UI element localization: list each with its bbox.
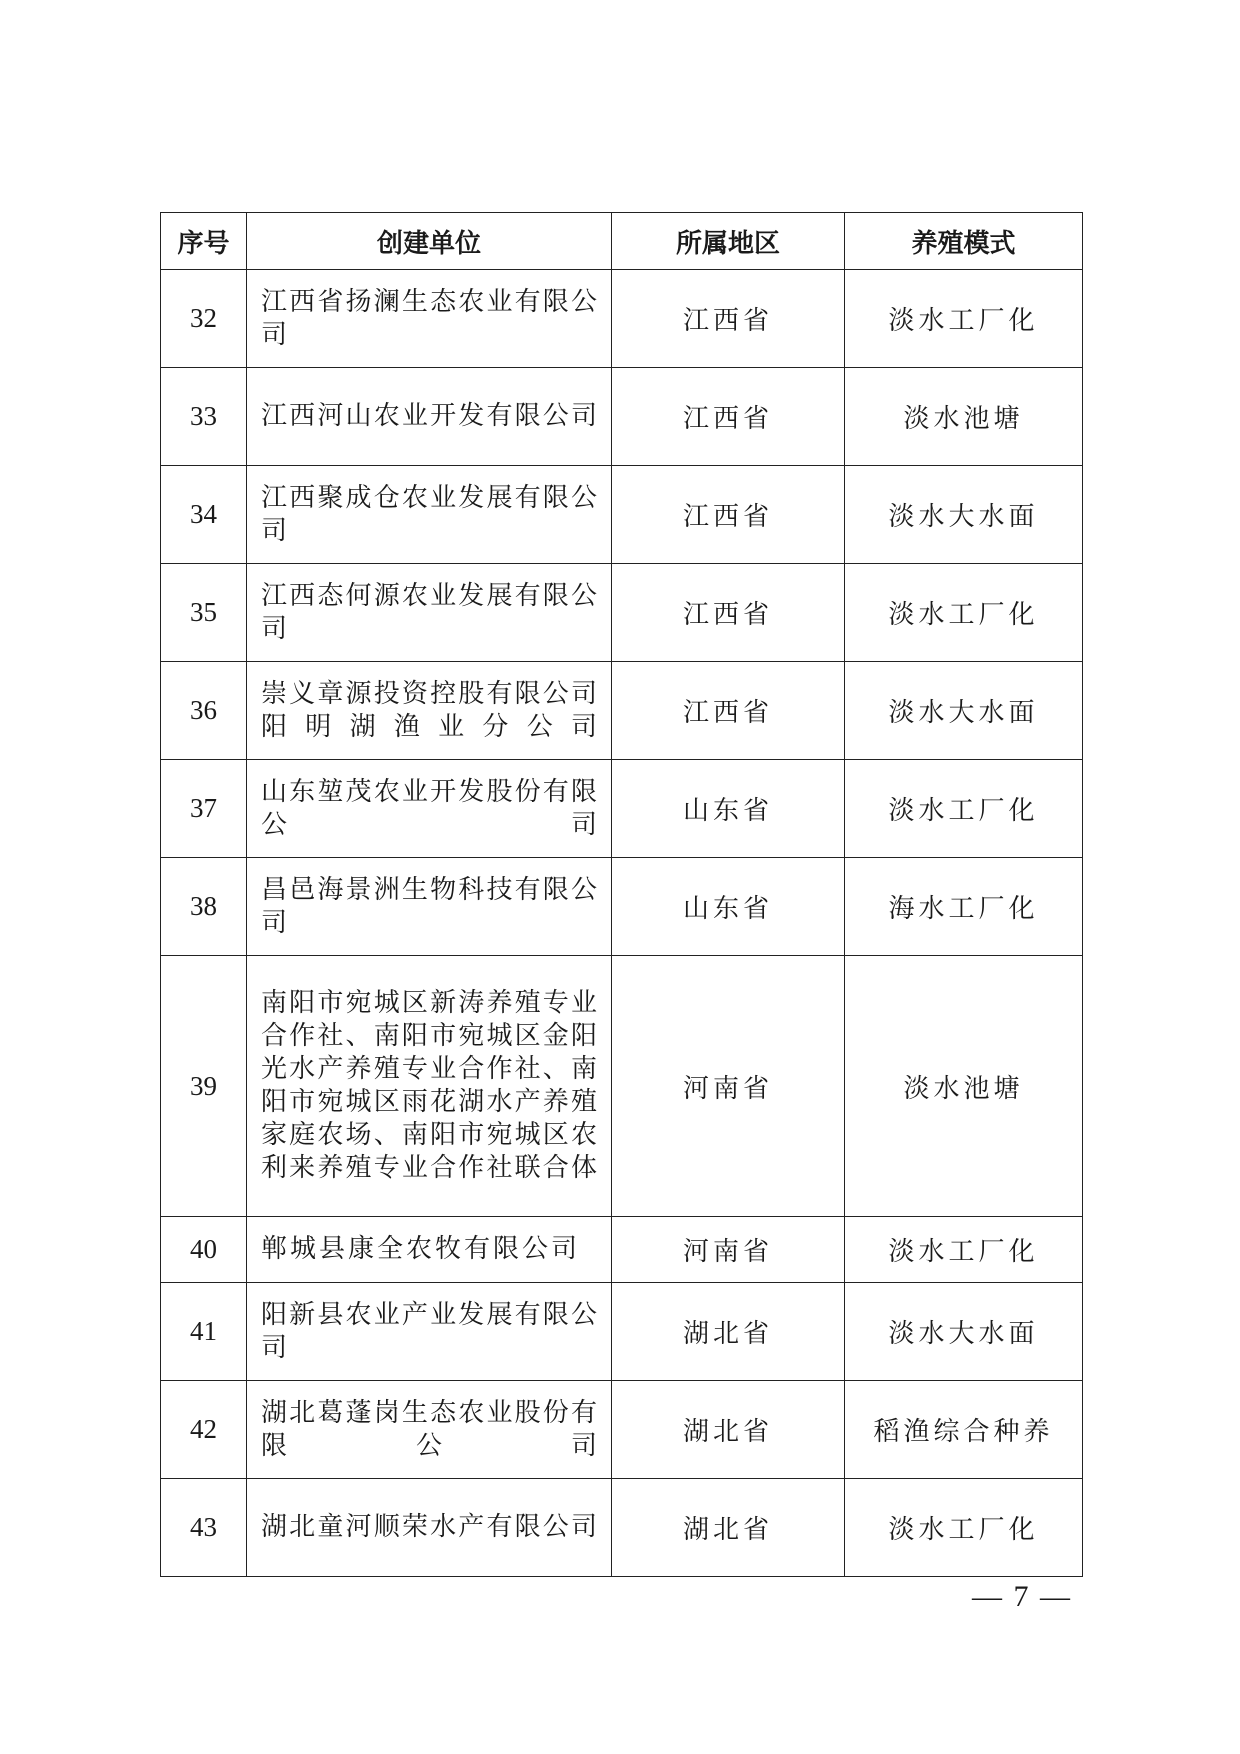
table-row <box>161 1283 1083 1381</box>
row-region: 江西省 <box>612 564 845 662</box>
header-serial-number: 序号 <box>161 213 247 270</box>
table-row <box>161 760 1083 858</box>
header-unit: 创建单位 <box>247 213 612 270</box>
row-number: 40 <box>161 1217 247 1283</box>
table-row <box>161 466 1083 564</box>
row-number: 34 <box>161 466 247 564</box>
table-row <box>161 956 1083 1217</box>
page-number: — 7 — <box>972 1580 1072 1613</box>
row-number: 43 <box>161 1479 247 1577</box>
row-region: 江西省 <box>612 662 845 760</box>
header-mode: 养殖模式 <box>845 213 1083 270</box>
row-mode: 淡水工厂化 <box>845 564 1083 662</box>
row-mode: 淡水大水面 <box>845 466 1083 564</box>
row-mode: 淡水工厂化 <box>845 1217 1083 1283</box>
row-number: 35 <box>161 564 247 662</box>
row-region: 江西省 <box>612 368 845 466</box>
row-region: 江西省 <box>612 466 845 564</box>
row-number: 39 <box>161 956 247 1217</box>
row-region: 湖北省 <box>612 1381 845 1479</box>
table-row <box>161 858 1083 956</box>
row-mode: 稻渔综合种养 <box>845 1381 1083 1479</box>
row-region: 湖北省 <box>612 1479 845 1577</box>
table-row <box>161 662 1083 760</box>
row-mode: 淡水工厂化 <box>845 1479 1083 1577</box>
row-region: 河南省 <box>612 1217 845 1283</box>
table-row <box>161 1381 1083 1479</box>
row-unit: 湖北童河顺荣水产有限公司 <box>247 1479 612 1577</box>
row-number: 38 <box>161 858 247 956</box>
row-unit: 江西省扬澜生态农业有限公司 <box>247 270 612 368</box>
row-number: 37 <box>161 760 247 858</box>
row-number: 33 <box>161 368 247 466</box>
row-number: 41 <box>161 1283 247 1381</box>
row-unit: 崇义章源投资控股有限公司阳明湖渔业分公司 <box>247 662 612 760</box>
row-region: 湖北省 <box>612 1283 845 1381</box>
row-region: 江西省 <box>612 270 845 368</box>
row-mode: 淡水工厂化 <box>845 760 1083 858</box>
row-unit: 山东堃茂农业开发股份有限公司 <box>247 760 612 858</box>
row-unit: 阳新县农业产业发展有限公司 <box>247 1283 612 1381</box>
table-row <box>161 1217 1083 1283</box>
row-region: 山东省 <box>612 760 845 858</box>
row-unit: 郸城县康全农牧有限公司 <box>247 1217 612 1283</box>
row-mode: 淡水大水面 <box>845 1283 1083 1381</box>
row-region: 山东省 <box>612 858 845 956</box>
row-unit: 江西聚成仓农业发展有限公司 <box>247 466 612 564</box>
row-mode: 淡水大水面 <box>845 662 1083 760</box>
table-row <box>161 564 1083 662</box>
row-unit: 江西河山农业开发有限公司 <box>247 368 612 466</box>
row-mode: 淡水工厂化 <box>845 270 1083 368</box>
table-header-row <box>161 213 1083 270</box>
table-row <box>161 1479 1083 1577</box>
header-region: 所属地区 <box>612 213 845 270</box>
table-row <box>161 368 1083 466</box>
row-number: 36 <box>161 662 247 760</box>
row-unit: 南阳市宛城区新涛养殖专业合作社、南阳市宛城区金阳光水产养殖专业合作社、南阳市宛城区雨花湖水产养殖家庭农场、南阳市宛城区农利来养殖专业合作社联合体 <box>247 956 612 1217</box>
enterprise-table <box>160 212 1083 1577</box>
row-number: 42 <box>161 1381 247 1479</box>
row-mode: 淡水池塘 <box>845 956 1083 1217</box>
row-region: 河南省 <box>612 956 845 1217</box>
row-unit: 江西态何源农业发展有限公司 <box>247 564 612 662</box>
row-mode: 海水工厂化 <box>845 858 1083 956</box>
row-mode: 淡水池塘 <box>845 368 1083 466</box>
row-unit: 湖北葛蓬岗生态农业股份有限公司 <box>247 1381 612 1479</box>
table-row <box>161 270 1083 368</box>
row-number: 32 <box>161 270 247 368</box>
row-unit: 昌邑海景洲生物科技有限公司 <box>247 858 612 956</box>
